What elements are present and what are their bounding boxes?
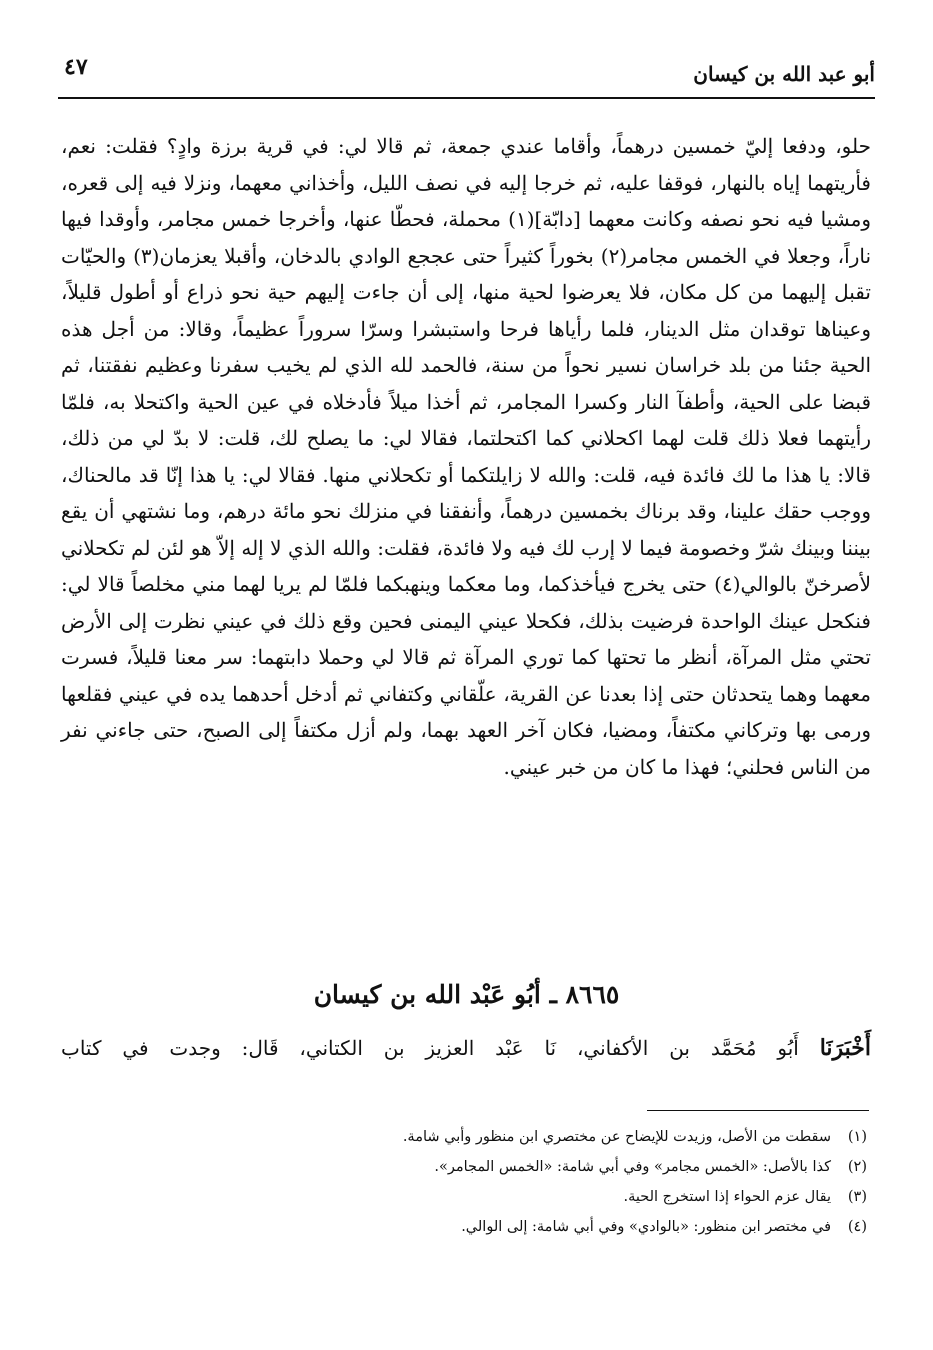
running-head — [58, 52, 875, 92]
footnote-text: كذا بالأصل: «الخمس مجامر» وفي أبي شامة: «الخمس المجامر». — [434, 1159, 831, 1175]
footnote-number: (٤) — [847, 1219, 867, 1235]
footnote-text: سقطت من الأصل، وزيدت للإيضاح عن مختصري ابن منظور وأبي شامة. — [402, 1129, 831, 1145]
entry-paragraph — [61, 1030, 871, 1066]
footnote-rule — [647, 1110, 869, 1111]
footnote — [67, 1212, 867, 1242]
page-number: ٤٧ — [64, 54, 88, 80]
running-head-title: أبو عبد الله بن كيسان — [693, 62, 875, 86]
footnotes — [67, 1122, 867, 1242]
footnote-number: (٣) — [847, 1189, 867, 1205]
header-rule — [58, 97, 875, 99]
entry-lead-word: أَخْبَرَنَا — [819, 1035, 872, 1061]
main-paragraph: حلو، ودفعا إليّ خمسين درهماً، وأقاما عندي جمعة، ثم قالا لي: في قرية برزة وادٍ؟ فقلت: نعم، فأريتهما إياه بالنهار، فوقفا عليه، ثم خرجا إليه في نصف الليل، وأخذاني معهما، ونزلا فيه إلى قعره، ومشيا فيه نحو نصفه وكانت معهما [دابّة](١) محملة، فحطّا عنها، وأخرجا خمس مجامر، وأوقدا فيها ناراً، وجعلا في الخمس مجامر(٢) بخوراً كثيراً حتى عججع الوادي بالدخان، وأقبلا يعزمان(٣) والحيّات تقبل إليهما من كل مكان، فلا يعرضوا لحية منها، إلى أن جاءت إليهم حية نحو ذراع أو أطول قليلاً، وعيناها توقدان مثل الدينار، فلما رأياها فرحا واستبشرا وسرّا سروراً عظيماً، وقالا: من أجل هذه الحية جئنا من بلد خراسان نسير نحواً من سنة، فالحمد لله الذي لم يخيب سفرنا وعظيم نفقتنا، ثم قبضا على الحية، وأطفآ النار وكسرا المجامر، ثم أخذا ميلاً فأدخلاه في عين الحية واكتحلا به، فلمّا رأيتهما فعلا ذلك قلت لهما اكحلاني كما اكتحلتما، فقالا لي: ما يصلح لك، قلت: لا بدّ لي من ذلك، قالا: يا هذا ما لك فائدة فيه، قلت: والله لا زايلتكما أو تكحلاني منها. فقالا لي: يا هذا إنّا قد مالحناك، ووجب حقك علينا، وقد برناك بخمسين درهماً، وأنفقنا في منزلك نحو مائة درهم، وما نشتهي أن يقع بيننا وبينك شرّ وخصومة فيما لا إرب لك فيه ولا فائدة، فقلت: والله الذي لا إله إلاّ هو لئن لم تكحلاني لأصرخنّ بالوالي(٤) حتى يخرج فيأخذكما، وما معكما وينهبكما فلمّا لم يريا لهما مني مخلصاً قالا لي: فنكحل عينك الواحدة فرضيت بذلك، فكحلا عيني اليمنى فحين وقع ذلك في عيني نظرت إلى الأرض تحتي مثل المرآة، أنظر ما تحتها كما توري المرآة ثم قالا لي وحملا دابتهما: سر معنا قليلاً، فسرت معهما وهما يتحدثان حتى إذا بعدنا عن القرية، علّقاني وكتفاني ثم أدخل أحدهما يده في عيني فقلعها ورمى بها وتركاني مكتفاً، ومضيا، فكان آخر العهد بهما، ولم أزل مكتفاً إلى الصبح، حتى جاءني نفر من الناس فحلني؛ فهذا ما كان من خبر عيني. — [61, 134, 872, 779]
footnote-number: (٢) — [847, 1159, 867, 1175]
footnote — [67, 1152, 867, 1182]
entry-text: أَبُو مُحَمَّد بن الأكفاني، نَا عَبْد العزيز بن الكتاني، قَال: وجدت في كتاب — [61, 1036, 820, 1060]
footnote-text: يقال عزم الحواء إذا استخرج الحية. — [623, 1189, 831, 1205]
footnote-number: (١) — [847, 1129, 867, 1145]
entry-heading: ٨٦٦٥ ـ أبُو عَبْد الله بن كيسان — [313, 980, 620, 1009]
footnote — [67, 1122, 867, 1152]
footnote — [67, 1182, 867, 1212]
footnote-text: في مختصر ابن منظور: «بالوادي» وفي أبي شامة: إلى الوالي. — [461, 1219, 831, 1235]
main-text — [61, 128, 871, 785]
